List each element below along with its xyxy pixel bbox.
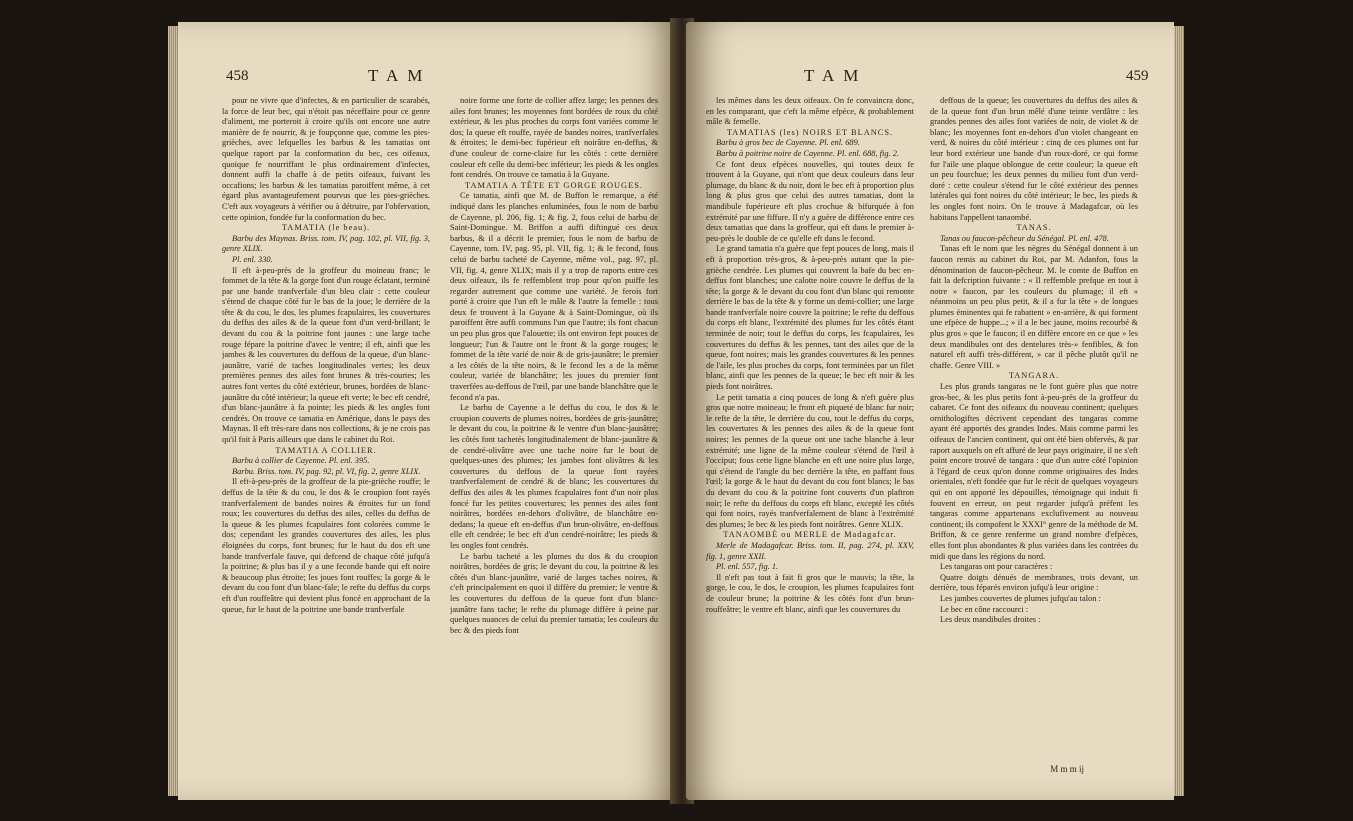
text-paragraph: noire forme une forte de collier affez large; les pennes des ailes font brunes; les moyennes font bordées de roux du côté extérieur, & les plus proches du corps font variées comme le dos; la queue eft rouffe, rayée de bandes noires, tranfverfales & étroites; le demi-bec fupérieur eft noirâtre en-deffus, & d'une couleur de corne-claire fur les côtés : cette dernière couleur eft celle du demi-bec inférieur; les pieds & les ongles font cendrés. On trouve ce tamatia à la Guyane.: [450, 96, 658, 180]
text-paragraph: TAMATIA A TÊTE ET GORGE ROUGES.: [465, 180, 643, 190]
text-paragraph: Tanas ou faucon-pêcheur du Sénégal. Pl. enl. 478.: [940, 233, 1109, 243]
text-paragraph: Le barbu tacheté a les plumes du dos & du croupion noirâtres, bordées de gris; le devant du cou, la poitrine & les côtés d'un blanc-jaunâtre, varié de larges taches noires, & c'eft principalement en quoi il diffère du premier; le ventre & les couvertures du deffous de la queue font d'un blanc-jaunâtre fans tache; le refte du plumage diffère à peine par quelques nuances de celui du premier tamatia; les couleurs du bec & des pieds font: [450, 551, 658, 635]
text-paragraph: Pl. enl. 330.: [232, 254, 273, 264]
text-paragraph: les mêmes dans les deux oifeaux. On fe convaincra donc, en les comparant, que c'eft la même efpèce, & probablement mâle & femelle.: [706, 96, 914, 127]
right-running-head: TAM: [804, 66, 868, 85]
right-column-1: [706, 96, 914, 800]
left-page: [178, 22, 678, 800]
left-column-1: [222, 96, 430, 800]
text-paragraph: Il eft-à-peu-près de la groffeur de la pie-grièche rouffe; le deffus de la tête & du cou, le dos & le croupion font rayés tranfverfalement de bandes noires & étroites fur un fond roux; les couvertures du deffus des ailes, celles du deffus de la queue & les plumes fcapulaires font colorées comme le dos; cependant les grandes couvertures des ailes, les plus éloignées du corps, font brunes; fur le haut du dos eft une bande tranfverfale fauve, qui defcend de chaque côté jufqu'à la poitrine; & plus bas il y a une feconde bande qui eft noire & beaucoup plus étroite; les joues font rouffes; la gorge & le devant du cou font d'un blanc-fale; le refte du deffus du corps eft d'un rouffeâtre qui devient plus foncé en approchant de la queue, fur le haut de la poitrine une bande tranfverfale: [222, 477, 430, 614]
text-paragraph: Quatre doigts dénués de membranes, trois devant, un derrière, tous féparés environ jufqu'à leur origine :: [930, 572, 1138, 593]
text-paragraph: Les deux mandibules droites :: [940, 615, 1041, 625]
text-paragraph: Merle de Madagafcar. Briss. tom. II, pag. 274, pl. XXV, fig. 1, genre XXII.: [706, 540, 914, 561]
text-paragraph: Pl. enl. 557, fig. 1.: [716, 562, 779, 572]
text-paragraph: Le barbu de Cayenne a le deffus du cou, le dos & le croupion couverts de plumes noires, bordées de gris-jaunâtre; le devant du cou, la poitrine & le ventre d'un blanc-jaunâtre; les côtés font tachetés longitudinalement de blanc-jaunâtre & de cendré-olivâtre avec une tache noire fur le bout de quelques-unes des plumes; les jambes font olivâtres & les couvertures du deffous de la queue font rayées tranfverfalement de cendré & de blanc; les couvertures du deffus des ailes & les plumes fcapulaires font d'un noir plus foncé fur les petites couvertures; les pennes des ailes font noirâtres, bordées en-dehors d'olivâtre, de blanchâtre en-dedans; la queue eft en-deffus d'un brun-olivâtre, en-deffous elle eft cendrée; le bec eft d'un cendré-noirâtre; les pieds & les ongles font cendrés.: [450, 403, 658, 550]
text-paragraph: Le petit tamatia a cinq pouces de long & n'eft guère plus gros que notre moineau; le front eft piqueté de blanc fur noir; le refte de la tête, le derrière du cou, tout le deffus du corps, les couvertures & les pennes des ailes & de la queue font noires; les pennes de la queue ont une tache blanche à leur extrémité; une ligne de la même couleur s'étend de l'œil à l'occiput; fous cette ligne blanche en eft une noire plus large, qui s'étend de l'angle du bec derrière la tête, en paffant fous l'œil; la gorge & le haut du devant du cou font blancs; le bas du devant du cou & la poitrine font couverts d'un plaftron noir; le refte du deffous du corps eft blanc, excepté les côtés qui font noirs, rayés tranfverfalement de blanc à l'extrémité des plumes; le bec & les pieds font noirâtres. Genre XLIX.: [706, 392, 914, 529]
text-paragraph: Le grand tamatia n'a guère que fept pouces de long, mais il eft à proportion très-gros, & à-peu-près autant que la pie-grièche cendrée. Les plumes qui couvrent la bafe du bec en-deffus font blanches; une calotte noire couvre le deffus de la tête; la gorge & le devant du cou font d'un blanc qui remonte derrière le bas de la tête & y forme un demi-collier; une large bande tranfverfale noire couvre la poitrine; le refte du deffous du corps eft blanc, l'extrémité des plumes fur les côtés étant terminée de noir; tout le deffus du corps, les fcapulaires, les couvertures du deffus & les pennes, tant des ailes que de la queue, font noires; mais les grandes couvertures & les pennes de l'aile, les plus proches du corps, font terminées par un filet blanc, ainfi que les pennes de la queue; le bec eft noir & les pieds font noirâtres.: [706, 244, 914, 392]
text-paragraph: TAMATIA A COLLIER.: [275, 445, 377, 455]
text-paragraph: Barbu à gros bec de Cayenne. Pl. enl. 689.: [716, 138, 860, 148]
text-paragraph: Barbu à poitrine noire de Cayenne. Pl. enl. 688, fig. 2.: [716, 148, 899, 158]
text-paragraph: Ce tamatia, ainfi que M. de Buffon le remarque, a été indiqué dans les planches enluminées, fous le nom de barbu de Cayenne, pl. 206, fig. 1; & fig. 2, fous celui de barbu de Saint-Domingue. M. Briffon a auffi diftingué ces deux barbus, & il a décrit le premier, fous le nom de barbu de Cayenne, tom. IV, pag. 95, pl. VII, fig. 1; & le fecond, fous celui de barbu tacheté de Cayenne, même vol., pag. 97, pl. VII, fig. 4, genre XLIX; mais il y a trop de raports entre ces deux oifeaux, ils fe reffemblent trop pour qu'on puiffe les regarder autrement que comme une variété. Je ferois fort porté à croire que l'un eft le mâle & l'autre la femelle : tous deux fe trouvent à la Guyane & à Saint-Domingue, où ils paroiffent être auffi communs l'un que l'autre; ils font chacun un peu plus gros que l'alouette; ils ont environ fept pouces de longueur; l'un & l'autre ont le front & la gorge rouges; le fommet de la tête varié de noir & de gris-jaunâtre; le premier a les côtés de la tête noirs, & le fecond les a de la même couleur, variée de blanchâtre; les joues du premier font traverfées au-deffous de l'œil, par une bande blanchâtre que le fecond n'a pas.: [450, 191, 658, 402]
text-paragraph: Les jambes couvertes de plumes jufqu'au talon :: [940, 593, 1101, 603]
text-paragraph: Barbu à collier de Cayenne. Pl. enl. 395.: [232, 456, 370, 466]
text-paragraph: Les plus grands tangaras ne le font guère plus que notre gros-bec, & les plus petits font à-peu-près de la groffeur du cabaret. Ce font des oifeaux du nouveau continent; quelques ornithologiftes décrivent cependant des tangaras comme ayant été apportés des grandes Indes. Mais comme parmi les oifeaux de l'ancien continent, qui ont été bien obfervés, & par raport auxquels on eft affuré de leur pays originaire, il ne s'eft point encore trouvé de tangara : que d'un autre côté l'opinion à l'égard de ceux qu'on donne comme originaires des Indes orientales, n'eft fondée que fur le récit de quelques voyageurs qui en ont apporté les dépouilles, témoignage qui induit fi fouvent en erreur, on peut regarder jufqu'à préfent les tangaras comme appartenans exclufivement au nouveau continent; ils compofent le XXXI° genre de la méthode de M. Briffon, & ce genre renferme un grand nombre d'efpèces, elles font plus abondantes & plus variées dans les contrées du midi que dans les régions du nord.: [930, 382, 1138, 561]
text-paragraph: Ce font deux efpèces nouvelles, qui toutes deux fe trouvent à la Guyane, qui n'ont que deux couleurs dans leur plumage, du blanc & du noir, dont le bec eft à proportion plus long & plus gros que celui des autres tamatias, dont la mandibule fupérieure eft plus crochue & bifurquée à fon extrémité par une fiffure. Il n'y a guère de différence entre ces deux tamatias que dans la groffeur, qui eft dans le premier à-peu-près le double de ce qu'elle eft dans le fecond.: [706, 159, 914, 243]
text-paragraph: Il eft à-peu-près de la groffeur du moineau franc; le fommet de la tête & la gorge font d'un rouge éclatant, terminé par une bande tranfverfale d'un bleu clair : cette couleur s'étend de chaque côté fur le bas de la joue; le derrière de la tête & du cou, le dos, les plumes fcapulaires, les couvertures du deffus des ailes & de la queue font d'un verd-brillant; le devant du cou & la poitrine font jaunes : une large tache rouge fépare la poitrine d'avec le ventre; il eft, ainfi que les jambes & les couvertures du deffous de la queue, d'un blanc-jaunâtre, varié de taches longitudinales vertes; les deux premières pennes des ailes font brunes & très-courtes; les autres font vertes du côté extérieur, brunes, bordées de blanc-jaunâtre du côté intérieur; la queue eft verte; le bec eft cendré, d'un blanc-jaunâtre à fa pointe; les pieds & les ongles font cendrés. On trouve ce tamatia en Amérique, dans le pays des Maynas. Il eft très-rare dans nos collections, & je ne crois pas qu'il foit à Paris ailleurs que dans le cabinet du Roi.: [222, 265, 430, 444]
text-paragraph: Tanas eft le nom que les nègres du Sénégal donnent à un faucon remis au cabinet du Roi, par M. Adanfon, fous la dénomination de faucon-pêcheur. M. le comte de Buffon en fait la defcription fuivante : « Il reffemble prefque en tout à notre » faucon, par les couleurs du plumage; il eft » néanmoins un peu plus petit, & il a fur la tête » de longues plumes éminentes qui fe rabattent » en-arrière, & qui forment une efpèce de huppe...; » il a le bec jaune, moins recourbé & plus gros » que le faucon; il en diffère encore en ce que » les deux mandibules ont des dentelures très-» fenfibles, & fon naturel eft auffi très-différent, » car il pêche plutôt qu'il ne chaffe. Genre VIII. »: [930, 244, 1138, 370]
text-paragraph: deffous de la queue; les couvertures du deffus des ailes & de la queue font d'un brun mêlé d'une teinte verdâtre : les grandes pennes des ailes font variées de noir, de violet & de blanc; les moyennes font en-dehors d'un violet changeant en verd, & noires du côté intérieur : cinq de ces plumes ont fur leur bord extérieur une bande d'un roux-doré, ce qui forme fur l'aile une plaque oblongue de cette couleur; la queue eft un peu fourchue; les deux pennes du milieu font d'un verd-doré : cette couleur s'étend fur le côté extérieur des pennes latérales qui font noires du côté intérieur; le bec, les pieds & les ongles font noirs. On le trouve à Madagafcar, où les habitans l'appellent tanaombé.: [930, 96, 1138, 222]
right-column-2: [930, 96, 1138, 800]
text-paragraph: TANGARA.: [1008, 371, 1060, 381]
left-column-2: [450, 96, 658, 800]
text-paragraph: pour ne vivre que d'infectes, & en particulier de scarabés, la force de leur bec, qui n'étoit pas néceffaire pour ce genre d'aliment, me porteroit à croire qu'ils ont encore une autre manière de fe nourrir, & je foupçonne que, comme les pies-grièches, avec lefquelles les barbus & les tamatias ont quelque raport par la conformation du bec, ces oifeaux, quoique fe nourriffant le plus ordinairement d'infectes, donnent auffi la chaffe à de petits oifeaux, fuivant les occafions; les barbus & les tamatias paroiffent même, à cet égard plus avantageufement pourvus que les pies-grièches. C'eft aux voyageurs à vérifier ou à détruire, par l'obfervation, cette opinion, fondée fur la conformation du bec.: [222, 96, 430, 222]
catchword: M m m ij: [1050, 764, 1084, 774]
right-page-number: 459: [1126, 68, 1149, 84]
text-paragraph: Il n'eft pas tout à fait fi gros que le mauvis; la tête, la gorge, le cou, le dos, le croupion, les plumes fcapulaires font de couleur brune; la poitrine & les côtés font d'un brun-rouffeâtre; le ventre eft blanc, ainfi que les couvertures du: [706, 572, 914, 614]
text-paragraph: Barbu des Maynas. Briss. tom. IV, pag. 102, pl. VII, fig. 3, genre XLIX.: [222, 233, 430, 254]
text-paragraph: TAMATIA (le beau).: [281, 223, 371, 233]
text-paragraph: TAMATIAS (les) NOIRS ET BLANCS.: [726, 127, 894, 137]
text-paragraph: Le bec en cône raccourci :: [940, 604, 1029, 614]
text-paragraph: TANAS.: [1016, 223, 1052, 233]
right-page: [686, 22, 1174, 800]
left-running-head: TAM: [368, 66, 432, 85]
left-page-number: 458: [226, 68, 249, 84]
text-paragraph: Barbu. Briss. tom. IV, pag. 92, pl. VI, fig. 2, genre XLIX.: [232, 466, 421, 476]
text-paragraph: TANAOMBÉ ou MERLE de Madagafcar.: [723, 530, 897, 540]
text-paragraph: Les tangaras ont pour caractères :: [940, 562, 1053, 572]
